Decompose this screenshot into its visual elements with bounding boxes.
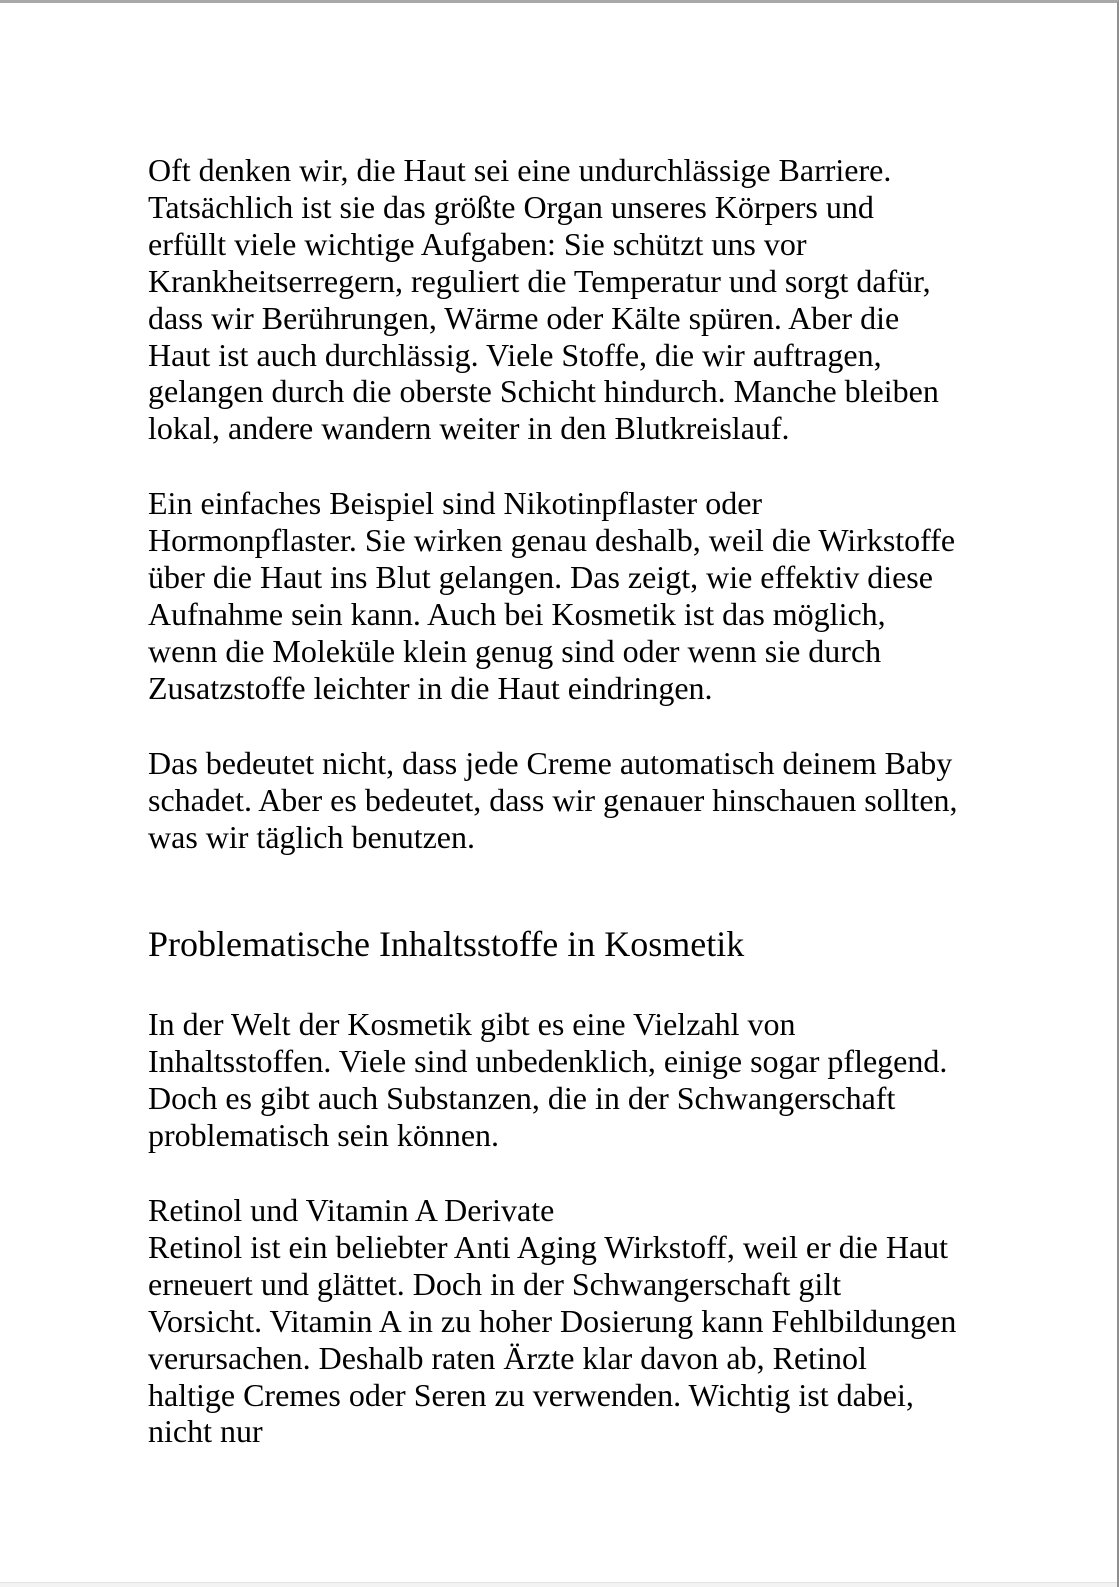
paragraph-skin-barrier: Oft denken wir, die Haut sei eine undurchlässige Barriere. Tatsächlich ist sie das größte Organ unseres Körpers und erfüllt viele wichtige Aufgaben: Sie schützt uns vor Krankheitserregern, reguliert die Temperatur und sorgt dafür, dass wir Berührungen, Wärme oder Kälte spüren. Aber die Haut ist auch durchlässig. Viele Stoffe, die wir auftragen, gelangen durch die oberste Schicht hindurch. Manche bleiben lokal, andere wandern weiter in den Blutkreislauf.: [148, 152, 939, 447]
article-text: [0, 3, 960, 1450]
paragraph-retinol: [148, 1192, 960, 1450]
subsection-body-retinol: Retinol ist ein beliebter Anti Aging Wirkstoff, weil er die Haut erneuert und glättet. Doch in der Schwangerschaft gilt Vorsicht. Vitamin A in zu hoher Dosierung kann Fehlbildungen verursachen. Deshalb raten Ärzte klar davon ab, Retinol haltige Cremes oder Seren zu verwenden. Wichtig ist dabei, nicht nur: [148, 1228, 957, 1450]
page-bottom-edge: [0, 1582, 1117, 1587]
paragraph-look-closer: Das bedeutet nicht, dass jede Creme automatisch deinem Baby schadet. Aber es bedeutet, dass wir genauer hinschauen sollten, was wir täglich benutzen.: [148, 744, 958, 855]
section-heading: Problematische Inhaltsstoffe in Kosmetik: [148, 924, 745, 965]
paragraph-ingredients-intro: In der Welt der Kosmetik gibt es eine Vielzahl von Inhaltsstoffen. Viele sind unbedenklich, einige sogar pflegend. Doch es gibt auch Substanzen, die in der Schwangerschaft problematisch sein können.: [148, 1006, 948, 1154]
paragraph-patch-example: Ein einfaches Beispiel sind Nikotinpflaster oder Hormonpflaster. Sie wirken genau deshalb, weil die Wirkstoffe über die Haut ins Blut gelangen. Das zeigt, wie effektiv diese Aufnahme sein kann. Auch bei Kosmetik ist das möglich, wenn die Moleküle klein genug sind oder wenn sie durch Zusatzstoffe leichter in die Haut eindringen.: [148, 485, 956, 706]
subsection-title-retinol: Retinol und Vitamin A Derivate: [148, 1192, 555, 1229]
